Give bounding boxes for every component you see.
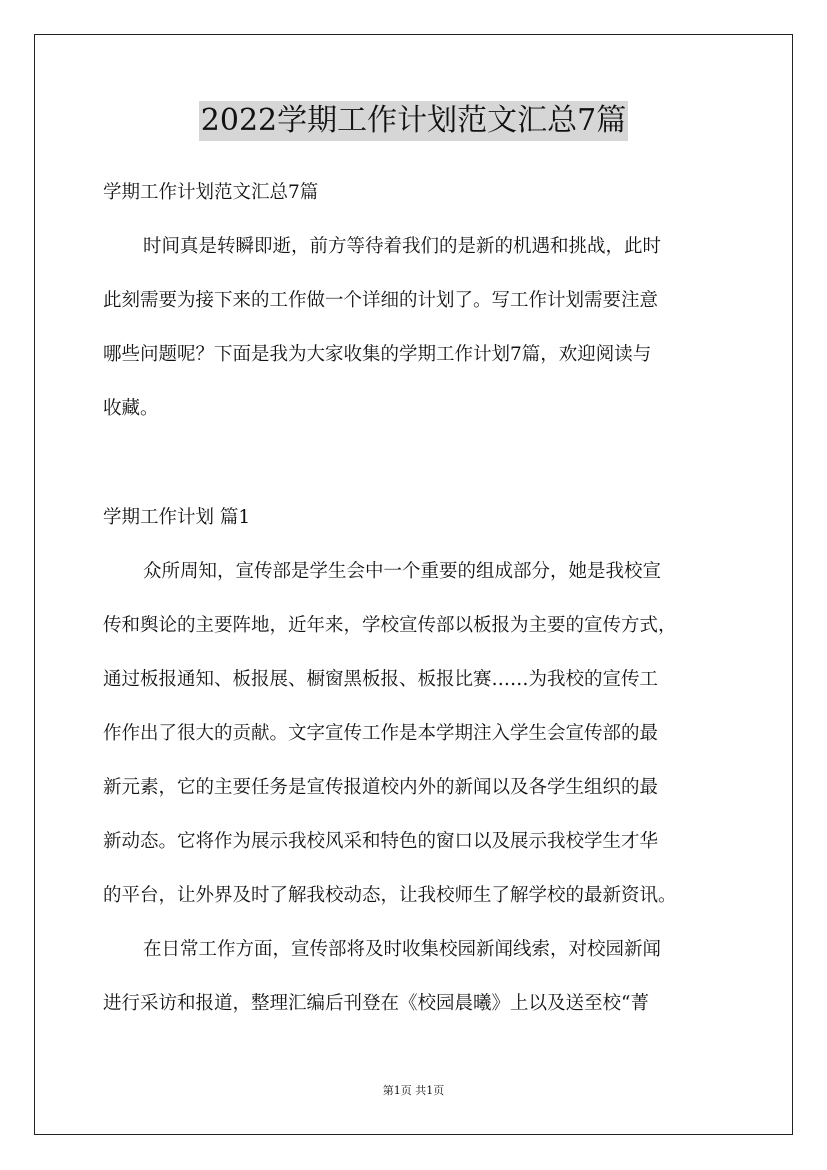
body-line: 众所周知，宣传部是学生会中一个重要的组成部分，她是我校宣: [143, 561, 662, 582]
body-line: 在日常工作方面，宣传部将及时收集校园新闻线索，对校园新闻: [143, 939, 662, 960]
document-subtitle: 学期工作计划范文汇总7篇: [103, 182, 319, 203]
body-line: 传和舆论的主要阵地，近年来，学校宣传部以板报为主要的宣传方式，: [103, 615, 677, 636]
intro-line: 时间真是转瞬即逝，前方等待着我们的是新的机遇和挑战，此时: [143, 236, 662, 257]
intro-line: 哪些问题呢？下面是我为大家收集的学期工作计划7篇，欢迎阅读与: [103, 344, 652, 365]
section-heading: 学期工作计划 篇1: [103, 507, 251, 528]
body-line: 作作出了很大的贡献。文字宣传工作是本学期注入学生会宣传部的最: [103, 723, 659, 744]
page-footer: 第1页 共1页: [382, 1084, 445, 1097]
body-line: 进行采访和报道，整理汇编后刊登在《校园晨曦》上以及送至校“菁: [103, 993, 649, 1014]
document-title: 2022学期工作计划范文汇总7篇: [199, 101, 628, 141]
body-line: 通过板报通知、板报展、橱窗黑板报、板报比赛……为我校的宣传工: [103, 669, 659, 690]
body-line: 的平台，让外界及时了解我校动态，让我校师生了解学校的最新资讯。: [103, 885, 677, 906]
body-line: 新动态。它将作为展示我校风采和特色的窗口以及展示我校学生才华: [103, 831, 659, 852]
intro-line: 此刻需要为接下来的工作做一个详细的计划了。写工作计划需要注意: [103, 290, 659, 311]
title-container: [0, 101, 827, 141]
intro-line: 收藏。: [103, 398, 159, 419]
body-line: 新元素，它的主要任务是宣传报道校内外的新闻以及各学生组织的最: [103, 777, 659, 798]
